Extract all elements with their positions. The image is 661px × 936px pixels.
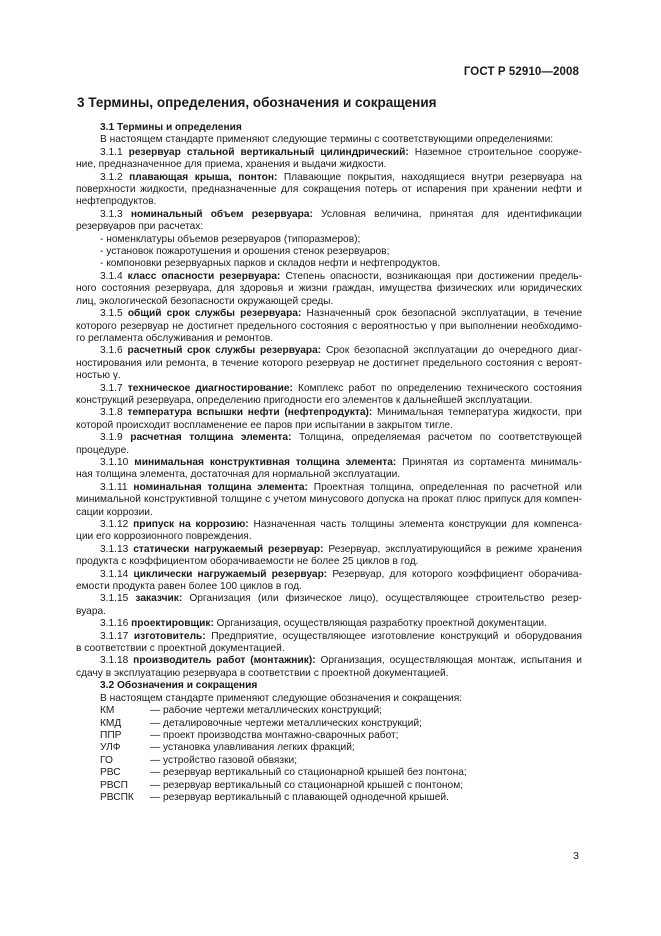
term-number: 3.1.17 bbox=[100, 630, 134, 642]
definition-line: которой происходит воспламенение ее паров при испытании в закрытом тигле. bbox=[76, 419, 453, 431]
abbreviation: РВСПК bbox=[100, 791, 134, 803]
definition-line: которого резервуар не достигнет предельного состояния с вероятностью γ при выполнении необходимо- bbox=[76, 320, 582, 332]
definition-first-line bbox=[76, 383, 582, 395]
term-name: номинальный объем резервуара: bbox=[130, 208, 313, 220]
definition-line: ностирования или ремонта, в течение которого резервуар не достигнет предельного состояния с вероят- bbox=[76, 357, 582, 369]
definition-line: го регламента обслуживания и ремонтов. bbox=[76, 332, 274, 344]
term-definition bbox=[76, 209, 582, 234]
abbreviation: КМД bbox=[100, 717, 122, 729]
definition-first-line bbox=[76, 345, 582, 357]
definition-first-line bbox=[76, 147, 582, 159]
term-definition bbox=[76, 593, 582, 618]
term-number: 3.1.15 bbox=[100, 593, 136, 605]
definition-line: лиц, экологической безопасности окружающей среды. bbox=[76, 295, 334, 307]
abbreviation-meaning: — проект производства монтажно-сварочных работ; bbox=[150, 729, 399, 741]
term-definition bbox=[76, 308, 582, 345]
definition-line: процедуре. bbox=[76, 444, 130, 456]
definition-first-line bbox=[76, 271, 582, 283]
definition-text: Срок безопасной эксплуатации до очередного диаг- bbox=[321, 345, 583, 357]
term-definition bbox=[76, 655, 582, 680]
definition-first-line bbox=[76, 209, 582, 221]
term-definition bbox=[76, 271, 582, 308]
definition-text: Плавающие покрытия, находящиеся внутри резервуара на bbox=[277, 171, 582, 183]
document-body bbox=[76, 122, 582, 804]
term-name: резервуар стальной вертикальный цилиндрический: bbox=[128, 146, 409, 158]
definition-first-line bbox=[76, 457, 582, 469]
definition-line: в соответствии с проектной документацией. bbox=[76, 643, 285, 655]
definition-line: нефтепродуктов. bbox=[76, 196, 157, 208]
definition-line: поверхности жидкости, предназначенные для сокращения потерь от испарения при хранении нефти и bbox=[76, 184, 582, 196]
definition-first-line bbox=[76, 593, 582, 605]
abbreviation-meaning: — резервуар вертикальный со стационарной крышей с понтоном; bbox=[150, 779, 464, 791]
list-item-text: компоновки резервуарных парков и складов нефти и нефтепродуктов. bbox=[106, 258, 441, 270]
abbreviation: РВС bbox=[100, 767, 121, 779]
term-name: статически нагружаемый резервуар: bbox=[133, 543, 324, 555]
abbreviation-meaning: — установка улавливания легких фракций; bbox=[150, 742, 355, 754]
abbreviation-row bbox=[76, 705, 582, 717]
definition-text: Резервуар, для которого коэффициент оборачива- bbox=[327, 568, 582, 580]
term-name: температура вспышки нефти (нефтепродукта): bbox=[127, 407, 373, 419]
term-name: заказчик: bbox=[135, 593, 183, 605]
term-number: 3.1.7 bbox=[100, 382, 128, 394]
definition-text: Степень опасности, возникающая при достижении предель- bbox=[280, 270, 582, 282]
term-number: 3.1.16 bbox=[100, 618, 132, 630]
term-number: 3.1.18 bbox=[100, 655, 134, 667]
definition-text: Минимальная температура жидкости, при bbox=[372, 407, 582, 419]
term-number: 3.1.6 bbox=[100, 345, 128, 357]
subsection-heading: 3.1 Термины и определения bbox=[100, 122, 242, 133]
list-item-text: установок пожаротушения и орошения стенок резервуаров; bbox=[106, 246, 390, 258]
definition-text: Назначенная часть толщины элемента конструкции для компенса- bbox=[248, 519, 583, 530]
abbreviation-row bbox=[76, 792, 582, 804]
definition-first-line bbox=[76, 482, 582, 494]
definition-first-line bbox=[76, 618, 582, 630]
definition-text: Толщина, определяемая расчетом по соответствующей bbox=[291, 432, 582, 444]
definition-first-line bbox=[76, 519, 582, 531]
term-definition bbox=[76, 147, 582, 172]
definition-text: Организация, осуществляющая разработку проектной документации. bbox=[213, 618, 547, 630]
definition-line: вуара. bbox=[76, 605, 106, 617]
section-title: 3 Термины, определения, обозначения и сокращения bbox=[77, 95, 437, 110]
abbreviation-row bbox=[76, 767, 582, 779]
term-number: 3.1.5 bbox=[100, 308, 128, 320]
term-number: 3.1.4 bbox=[100, 270, 128, 282]
term-definition bbox=[76, 519, 582, 544]
term-name: общий срок службы резервуара: bbox=[127, 308, 302, 320]
definition-first-line bbox=[76, 631, 582, 643]
term-definition bbox=[76, 569, 582, 594]
abbreviation-meaning: — устройство газовой обвязки; bbox=[150, 754, 298, 766]
term-definition bbox=[76, 407, 582, 432]
definition-text: Предприятие, осуществляющее изготовление конструкций и оборудования bbox=[205, 630, 582, 642]
abbreviation: РВСП bbox=[100, 779, 128, 791]
definition-line: резервуаров при расчетах: bbox=[76, 221, 204, 233]
bullet-dash: - bbox=[100, 246, 107, 258]
abbreviation-meaning: — деталировочные чертежи металлических конструкций; bbox=[150, 717, 422, 729]
list-item bbox=[76, 234, 582, 246]
definition-line: конструкций резервуара, определению пригодности его элементов к дальнейшей эксплуатации. bbox=[76, 394, 533, 406]
definition-first-line bbox=[76, 172, 582, 184]
list-item-text: номенклатуры объемов резервуаров (типоразмеров); bbox=[106, 233, 361, 245]
definition-text: Организация, осуществляющая монтаж, испытания и bbox=[315, 655, 582, 667]
term-definition bbox=[76, 631, 582, 656]
abbreviation: ГО bbox=[100, 754, 113, 766]
definition-text: Назначенный срок безопасной эксплуатации, в течение bbox=[301, 308, 582, 320]
abbreviation-row bbox=[76, 755, 582, 767]
definition-line: ная толщина элемента, достаточная для нормальной эксплуатации. bbox=[76, 469, 401, 481]
definition-line: емости продукта равен более 100 циклов в год. bbox=[76, 581, 302, 593]
list-item bbox=[76, 258, 582, 270]
definition-line: сации коррозии. bbox=[76, 506, 153, 518]
term-definition bbox=[76, 383, 582, 408]
term-number: 3.1.11 bbox=[100, 481, 134, 493]
document-header: ГОСТ Р 52910—2008 bbox=[463, 66, 579, 78]
definition-line: ного состояния резервуара, для здоровья и жизни граждан, имущества физических или юридических bbox=[76, 283, 582, 295]
bullet-dash: - bbox=[100, 233, 107, 245]
term-definition bbox=[76, 457, 582, 482]
definition-first-line bbox=[76, 308, 582, 320]
definition-first-line bbox=[76, 544, 582, 556]
term-number: 3.1.9 bbox=[100, 432, 131, 444]
definition-text: Резервуар, эксплуатирующийся в режиме хранения bbox=[323, 543, 582, 555]
abbreviation-row bbox=[76, 780, 582, 792]
intro-text: В настоящем стандарте применяют следующие обозначения и сокращения: bbox=[100, 692, 463, 704]
term-definition bbox=[76, 618, 582, 630]
definition-line: сдачу в эксплуатацию резервуара в соответствии с проектной документацией. bbox=[76, 667, 449, 679]
term-name: проектировщик: bbox=[131, 618, 214, 630]
intro-text: В настоящем стандарте применяют следующие термины с соответствующими определениями: bbox=[100, 134, 554, 146]
term-name: техническое диагностирование: bbox=[127, 382, 293, 394]
term-definition bbox=[76, 482, 582, 519]
definition-text: Проектная толщина, определенная по расчетной или bbox=[307, 481, 582, 493]
list-item bbox=[76, 246, 582, 258]
term-definition bbox=[76, 544, 582, 569]
page-number: 3 bbox=[573, 850, 579, 862]
definition-first-line bbox=[76, 569, 582, 581]
term-name: расчетная толщина элемента: bbox=[130, 432, 292, 444]
abbreviation-row bbox=[76, 742, 582, 754]
definition-text: Принятая из сортамента минималь- bbox=[396, 456, 582, 468]
definition-text: Условная величина, принятая для идентификации bbox=[312, 208, 582, 220]
term-definition bbox=[76, 345, 582, 382]
abbreviation: ППР bbox=[100, 729, 122, 741]
term-number: 3.1.1 bbox=[100, 146, 129, 158]
definition-first-line bbox=[76, 432, 582, 444]
term-number: 3.1.8 bbox=[100, 407, 128, 419]
term-number: 3.1.14 bbox=[100, 568, 134, 580]
abbreviation-row bbox=[76, 718, 582, 730]
term-name: циклически нагружаемый резервуар: bbox=[133, 568, 328, 580]
definition-text: Комплекс работ по определению технического состояния bbox=[292, 382, 582, 394]
abbreviation-meaning: — резервуар вертикальный с плавающей однодечной крышей. bbox=[150, 791, 449, 803]
term-number: 3.1.3 bbox=[100, 208, 131, 220]
definition-first-line bbox=[76, 407, 582, 419]
term-number: 3.1.13 bbox=[100, 543, 134, 555]
bullet-dash: - bbox=[100, 258, 107, 270]
term-number: 3.1.12 bbox=[100, 519, 134, 530]
term-name: производитель работ (монтажник): bbox=[133, 655, 316, 667]
term-number: 3.1.2 bbox=[100, 171, 130, 183]
definition-line: ностью γ. bbox=[76, 370, 121, 382]
term-name: класс опасности резервуара: bbox=[127, 270, 281, 282]
term-definition bbox=[76, 432, 582, 457]
definition-line: продукта с коэффициентом оборачиваемости не более 25 циклов в год. bbox=[76, 556, 419, 568]
definition-line: ние, предназначенное для приема, хранения и выдачи жидкости. bbox=[76, 159, 387, 171]
term-name: расчетный срок службы резервуара: bbox=[127, 345, 322, 357]
definition-text: Организация (или физическое лицо), осуществляющее строительство резер- bbox=[182, 593, 583, 605]
abbreviation: КМ bbox=[100, 705, 115, 717]
term-name: припуск на коррозию: bbox=[133, 519, 249, 530]
abbreviation-meaning: — резервуар вертикальный со стационарной крышей без понтона; bbox=[150, 767, 467, 779]
term-definition bbox=[76, 172, 582, 209]
definition-first-line bbox=[76, 655, 582, 667]
subsection-heading: 3.2 Обозначения и сокращения bbox=[100, 680, 258, 692]
term-name: изготовитель: bbox=[133, 630, 206, 642]
term-name: плавающая крыша, понтон: bbox=[129, 171, 278, 183]
abbreviation-row bbox=[76, 730, 582, 742]
term-name: минимальная конструктивная толщина элемента: bbox=[134, 456, 397, 468]
term-name: номинальная толщина элемента: bbox=[133, 481, 308, 493]
term-number: 3.1.10 bbox=[100, 456, 135, 468]
abbreviation: УЛФ bbox=[100, 742, 121, 754]
definition-line: ции его коррозионного повреждения. bbox=[76, 531, 252, 543]
definition-line: минимальной конструктивной толщине с учетом минусового допуска на прокат плюс припуск для компен- bbox=[76, 494, 582, 506]
abbreviation-meaning: — рабочие чертежи металлических конструкций; bbox=[150, 705, 383, 717]
definition-text: Наземное строительное сооруже- bbox=[408, 146, 582, 158]
